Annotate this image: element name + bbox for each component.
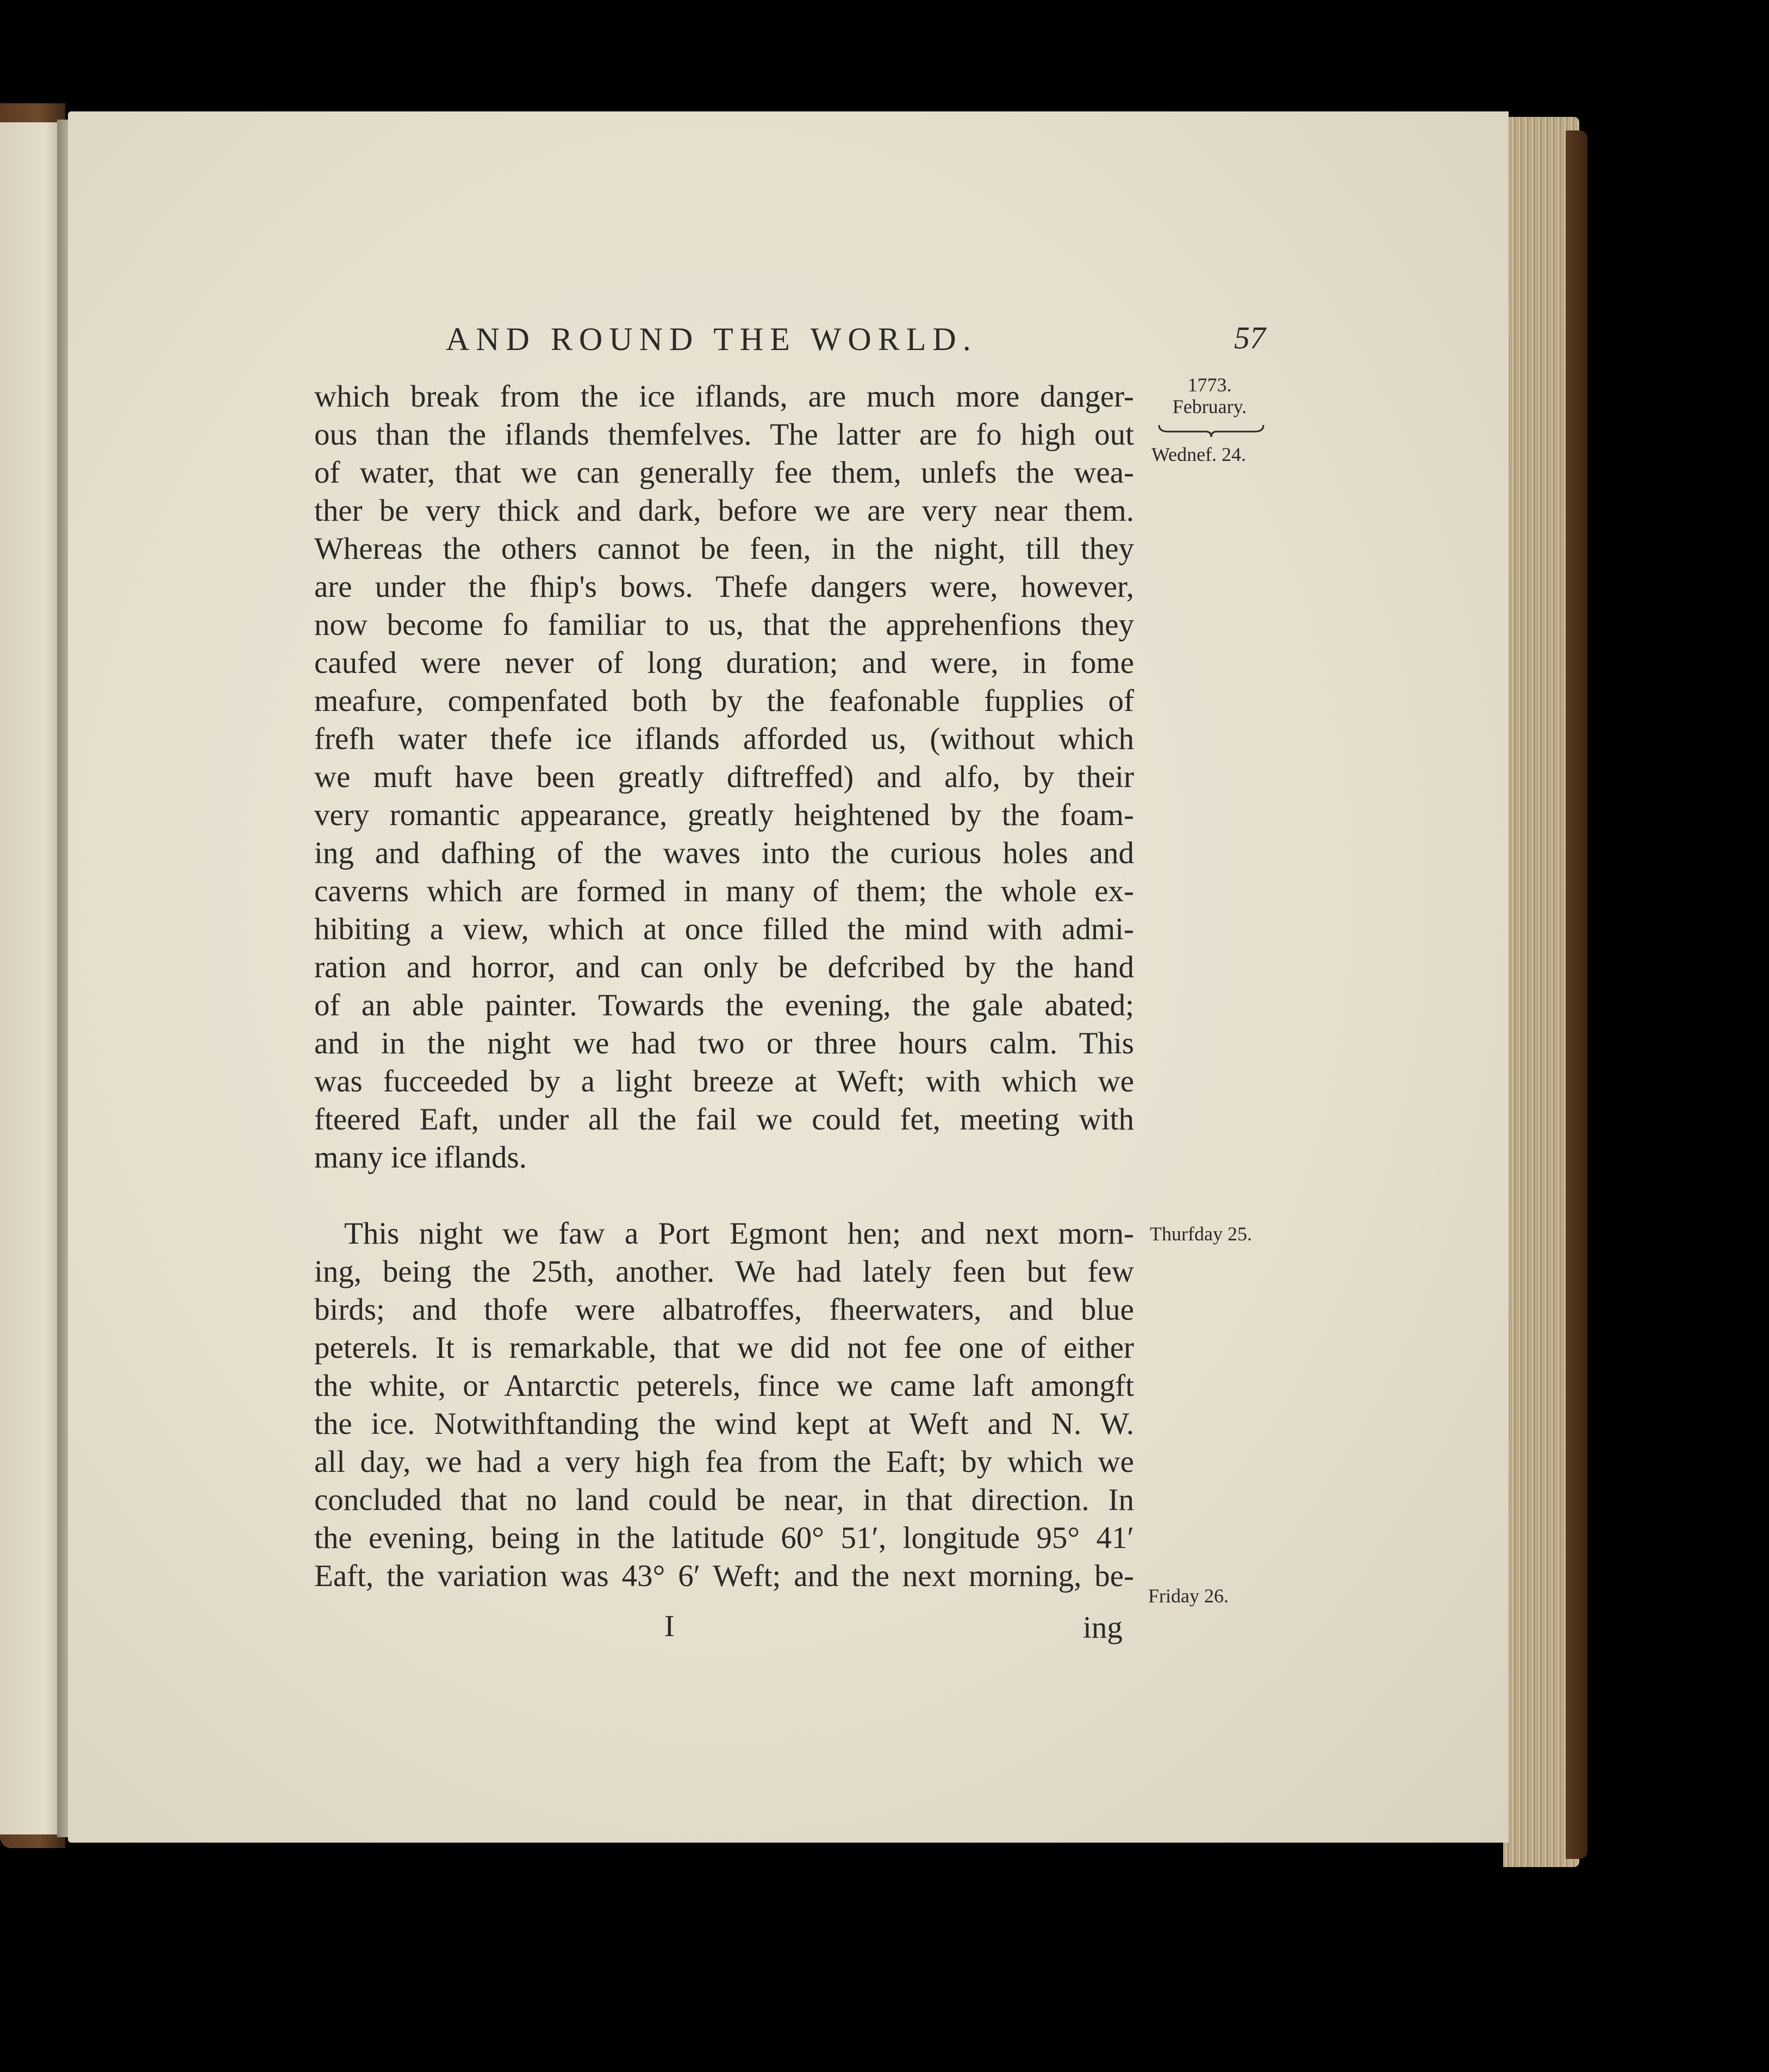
running-head: AND ROUND THE WORLD. — [446, 321, 977, 357]
text-line: ing, being the 25th, another. We had lately feen but few — [314, 1255, 1134, 1289]
text-line: ing and dafhing of the waves into the curious holes and — [314, 836, 1134, 870]
text-line: many ice iflands. — [314, 1140, 527, 1175]
text-line: ther be very thick and dark, before we are very near them. — [314, 494, 1134, 528]
book-cover-right — [1566, 130, 1587, 1859]
text-line: caverns which are formed in many of them; the whole ex- — [314, 874, 1134, 908]
margin-note-day-thursday: Thurfday 25. — [1150, 1223, 1252, 1245]
text-line: concluded that no land could be near, in that direction. In — [314, 1483, 1134, 1517]
text-line: all day, we had a very high fea from the Eaft; by which we — [314, 1445, 1134, 1479]
text-line: now become fo familiar to us, that the apprehenfions they — [314, 608, 1134, 642]
margin-note-month: February. — [1172, 396, 1247, 417]
text-line: and in the night we had two or three hours calm. This — [314, 1026, 1134, 1060]
margin-note-day-friday: Friday 26. — [1148, 1585, 1229, 1607]
text-line: caufed were never of long duration; and were, in fome — [314, 646, 1134, 680]
text-line: which break from the ice iflands, are much more danger- — [314, 379, 1134, 414]
text-line: frefh water thefe ice iflands afforded us, (without which — [314, 722, 1134, 756]
text-line: fteered Eaft, under all the fail we could fet, meeting with — [314, 1102, 1134, 1137]
catchword: ing — [1083, 1611, 1123, 1645]
left-page-edge — [0, 122, 65, 1834]
text-line: Whereas the others cannot be feen, in the night, till they — [314, 532, 1134, 566]
text-line: was fucceeded by a light breeze at Weft; with which we — [314, 1064, 1134, 1099]
text-line: peterels. It is remarkable, that we did not fee one of either — [314, 1331, 1134, 1365]
text-line: the evening, being in the latitude 60° 51′, longitude 95° 41′ — [314, 1521, 1134, 1555]
text-line: meafure, compenfated both by the feafonable fupplies of — [314, 684, 1134, 718]
signature-mark: I — [664, 1609, 675, 1643]
page-number: 57 — [1234, 320, 1266, 355]
text-line: hibiting a view, which at once filled the mind with admi- — [314, 912, 1134, 946]
text-line: we muft have been greatly diftreffed) and alfo, by their — [314, 760, 1134, 794]
text-line: ous than the iflands themfelves. The latter are fo high out — [314, 417, 1134, 452]
text-line: This night we faw a Port Egmont hen; and next morn- — [344, 1216, 1134, 1251]
margin-note-day-wednesday: Wednef. 24. — [1151, 444, 1247, 465]
text-line: the ice. Notwithftanding the wind kept at Weft and N. W. — [314, 1407, 1134, 1441]
text-line: the white, or Antarctic peterels, fince we came laft amongft — [314, 1369, 1134, 1403]
text-line: birds; and thofe were albatroffes, fheerwaters, and blue — [314, 1293, 1134, 1327]
brace-ornament — [1157, 423, 1266, 439]
text-line: Eaft, the variation was 43° 6′ Weft; and the next morning, be- — [314, 1559, 1134, 1593]
text-line: ration and horror, and can only be defcribed by the hand — [314, 950, 1134, 984]
text-line: very romantic appearance, greatly heightened by the foam- — [314, 798, 1134, 832]
margin-note-year: 1773. — [1187, 374, 1232, 396]
text-line: of an able painter. Towards the evening, the gale abated; — [314, 988, 1134, 1022]
text-line: are under the fhip's bows. Thefe dangers were, however, — [314, 570, 1134, 604]
text-line: of water, that we can generally fee them, unlefs the wea- — [314, 455, 1134, 490]
